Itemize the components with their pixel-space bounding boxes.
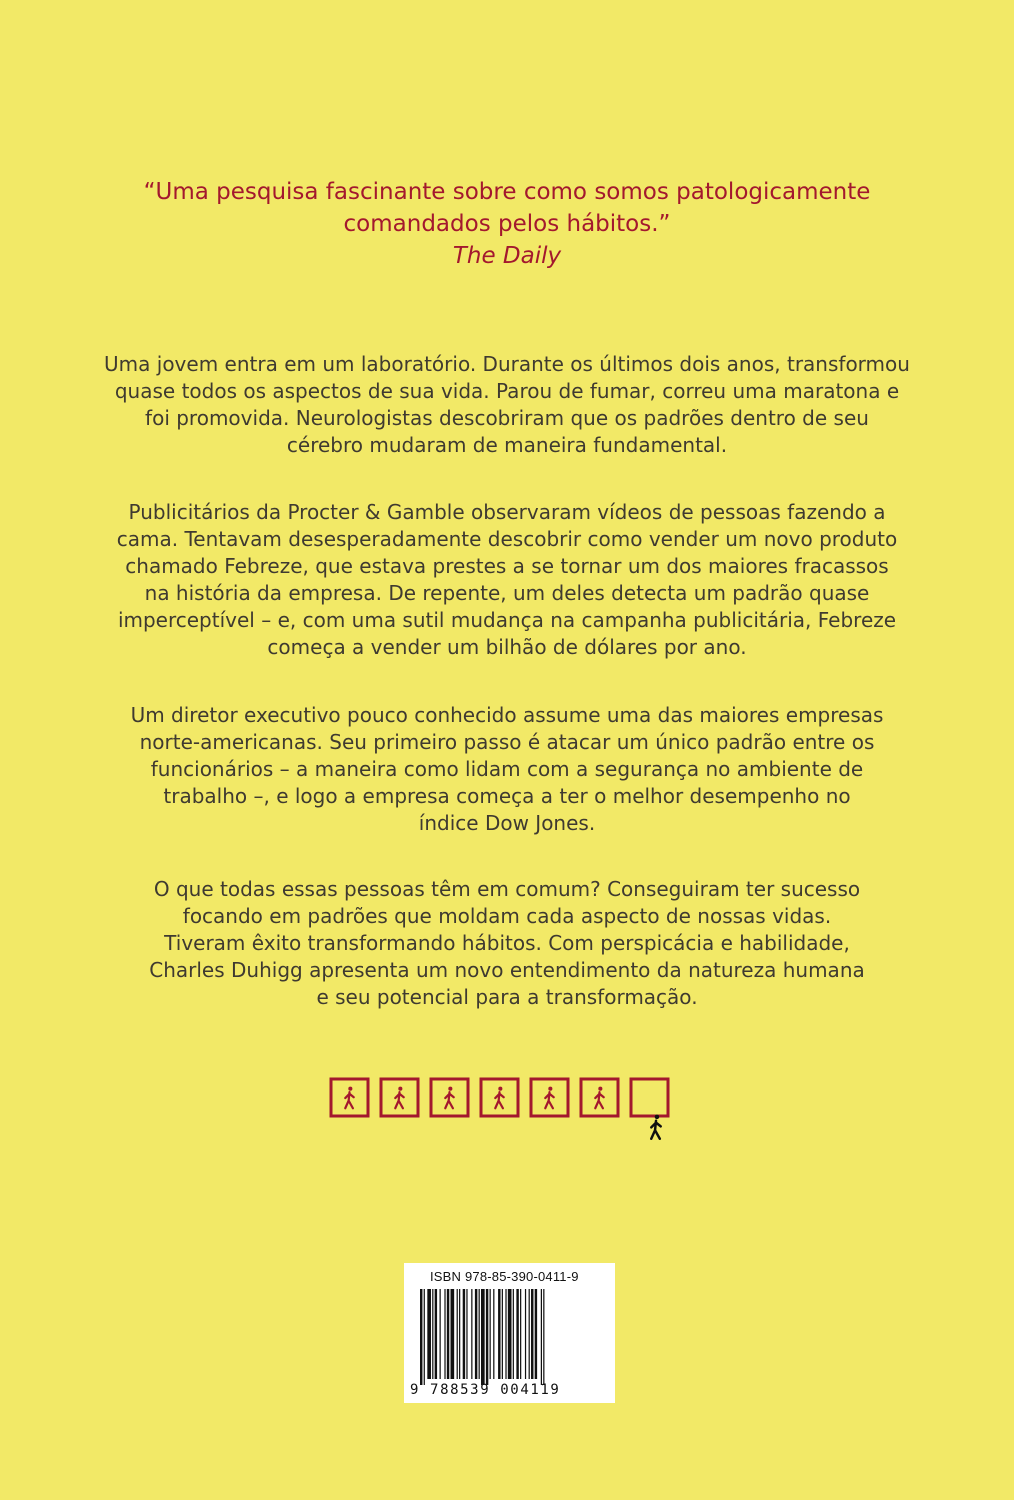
blurb-line: chamado Febreze, que estava prestes a se tornar um dos maiores fracassos bbox=[125, 554, 889, 578]
blurb-line: Um diretor executivo pouco conhecido assume uma das maiores empresas bbox=[130, 703, 884, 727]
barcode-bar bbox=[486, 1289, 488, 1385]
barcode-bar bbox=[427, 1289, 431, 1379]
isbn-label: ISBN 978-85-390-0411-9 bbox=[430, 1269, 579, 1284]
barcode-bar bbox=[493, 1289, 494, 1379]
barcode-bar bbox=[479, 1289, 480, 1379]
blurb-line: índice Dow Jones. bbox=[418, 811, 596, 835]
blurb-line: cama. Tentavam desesperadamente descobrir como vender um novo produto bbox=[116, 527, 898, 551]
barcode-digits: 9 788539 004119 bbox=[410, 1382, 561, 1398]
blurb-line: Uma jovem entra em um laboratório. Durante os últimos dois anos, transformou bbox=[104, 352, 910, 376]
barcode-bar bbox=[498, 1289, 500, 1379]
walking-figure-icon bbox=[395, 1087, 404, 1109]
blurb-paragraph-4 bbox=[60, 876, 954, 1011]
blurb-line: imperceptível – e, com uma sutil mudança na campanha publicitária, Febreze bbox=[117, 608, 897, 632]
blurb-line: foi promovida. Neurologistas descobriram que os padrões dentro de seu bbox=[145, 406, 869, 430]
barcode-bar bbox=[541, 1289, 542, 1385]
walking-figure-boxes-icon bbox=[329, 1077, 679, 1145]
blurb-paragraph-1 bbox=[60, 351, 954, 459]
blurb-paragraph-2 bbox=[60, 499, 954, 661]
barcode-bar bbox=[520, 1289, 521, 1379]
walking-figure-icon bbox=[495, 1087, 504, 1109]
logo-box bbox=[631, 1079, 668, 1116]
walking-figure-icon bbox=[445, 1087, 454, 1109]
barcode-bar bbox=[513, 1289, 514, 1379]
blurb-line: trabalho –, e logo a empresa começa a ter o melhor desempenho no bbox=[163, 784, 851, 808]
blurb-line: começa a vender um bilhão de dólares por ano. bbox=[267, 635, 747, 659]
barcode-bar bbox=[459, 1289, 460, 1379]
blurb-line: funcionários – a maneira como lidam com a segurança no ambiente de bbox=[150, 757, 864, 781]
barcode-bar bbox=[457, 1289, 458, 1379]
barcode-bar bbox=[440, 1289, 441, 1379]
barcode-bar bbox=[531, 1289, 533, 1379]
blurb-line: na história da empresa. De repente, um deles detecta um padrão quase bbox=[144, 581, 870, 605]
review-quote bbox=[60, 176, 954, 272]
barcode-bar bbox=[424, 1289, 425, 1385]
barcode-bar bbox=[535, 1289, 537, 1379]
barcode-bar bbox=[543, 1289, 544, 1385]
barcode-bar bbox=[420, 1289, 422, 1385]
blurb-paragraph-3 bbox=[60, 702, 954, 837]
walking-figure-icon bbox=[595, 1087, 604, 1109]
quote-line: comandados pelos hábitos.” bbox=[343, 211, 671, 237]
barcode-bar bbox=[490, 1289, 491, 1379]
barcode-bar bbox=[447, 1289, 449, 1379]
blurb-line: Publicitários da Procter & Gamble observaram vídeos de pessoas fazendo a bbox=[128, 500, 886, 524]
walking-figure-icon bbox=[345, 1087, 354, 1109]
barcode-bar bbox=[508, 1289, 512, 1379]
barcode-bar bbox=[516, 1289, 518, 1379]
isbn-barcode bbox=[404, 1263, 615, 1403]
escaping-walker-icon bbox=[651, 1115, 661, 1139]
barcode-bar bbox=[481, 1289, 485, 1385]
barcode-bar bbox=[505, 1289, 506, 1379]
barcode-bar bbox=[471, 1289, 472, 1379]
barcode-bar bbox=[475, 1289, 477, 1379]
quote-source: The Daily bbox=[452, 243, 562, 269]
quote-line: “Uma pesquisa fascinante sobre como somos patologicamente bbox=[143, 179, 871, 205]
blurb-line: Charles Duhigg apresenta um novo entendimento da natureza humana bbox=[149, 958, 865, 982]
blurb-line: O que todas essas pessoas têm em comum? Conseguiram ter sucesso bbox=[153, 877, 861, 901]
barcode-bar bbox=[502, 1289, 503, 1379]
blurb-line: quase todos os aspectos de sua vida. Parou de fumar, correu uma maratona e bbox=[114, 379, 900, 403]
blurb-line: e seu potencial para a transformação. bbox=[316, 985, 698, 1009]
barcode-bar bbox=[432, 1289, 433, 1379]
barcode-bar bbox=[529, 1289, 530, 1379]
barcode-bar bbox=[444, 1289, 445, 1379]
walking-figure-icon bbox=[545, 1087, 554, 1109]
blurb-line: norte-americanas. Seu primeiro passo é atacar um único padrão entre os bbox=[139, 730, 875, 754]
barcode-bar bbox=[463, 1289, 465, 1379]
barcode-bar bbox=[435, 1289, 437, 1379]
barcode-bar bbox=[525, 1289, 526, 1379]
barcode-bar bbox=[466, 1289, 467, 1379]
blurb-line: Tiveram êxito transformando hábitos. Com perspicácia e habilidade, bbox=[164, 931, 850, 955]
barcode-bar bbox=[451, 1289, 455, 1379]
blurb-line: focando em padrões que moldam cada aspecto de nossas vidas. bbox=[182, 904, 832, 928]
blurb-line: cérebro mudaram de maneira fundamental. bbox=[286, 433, 728, 457]
